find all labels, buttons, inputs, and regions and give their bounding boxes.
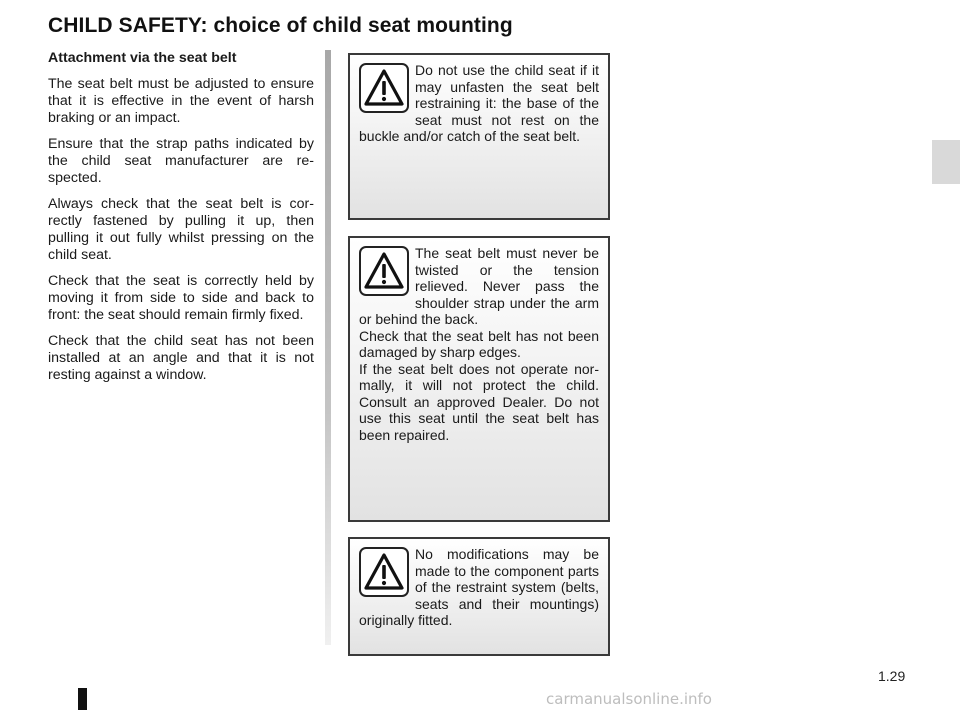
paragraph-seat-held: Check that the seat is correctly held by moving it from side to side and back to front: the seat should remain firmly fixed. [48,273,314,323]
column-divider [325,50,331,645]
warning-box-unfasten [348,53,610,220]
paragraph-belt-adjustment: The seat belt must be adjusted to ensure that it is effective in the event of harsh braking or an impact. [48,76,314,126]
paragraph-strap-paths: Ensure that the strap paths indicated by the child seat manufacturer are re-spected. [48,136,314,186]
warning-text: No modifications may be made to the component parts of the restraint system (belts, seats and their mountings) originally fitted. [359,546,599,628]
paragraph-belt-fastened: Always check that the seat belt is cor-rectly fastened by pulling it up, then pulling it out fully whilst pressing on the child seat. [48,196,314,263]
warning-text: Do not use the child seat if it may unfasten the seat belt restraining it: the base of the seat must not rest on the buckle and/or catch of the seat belt. [359,62,599,144]
warning-triangle-icon [359,547,409,597]
warning-text: The seat belt must never be twisted or the tension relieved. Never pass the shoulder strap under the arm or behind the back. [359,245,599,327]
crop-mark [78,688,87,710]
chapter-tab [932,140,960,184]
page-title: CHILD SAFETY: choice of child seat mounting [48,14,513,37]
page-number: 1.29 [878,668,906,684]
warning-box-modifications [348,537,610,656]
left-column [48,50,314,393]
watermark-text: carmanualsonline.info [546,690,712,708]
section-subheading: Attachment via the seat belt [48,50,237,66]
paragraph-seat-angle: Check that the child seat has not been installed at an angle and that it is not resting against a window. [48,333,314,383]
warning-box-belt-condition [348,236,610,522]
warning-text: Check that the seat belt has not been damaged by sharp edges. [359,327,599,360]
warning-text: If the seat belt does not operate nor-mally, it will not protect the child. Consult an approved Dealer. Do not use this seat until the seat belt has been repaired. [359,360,599,443]
warning-triangle-icon [359,246,409,296]
warning-triangle-icon [359,63,409,113]
